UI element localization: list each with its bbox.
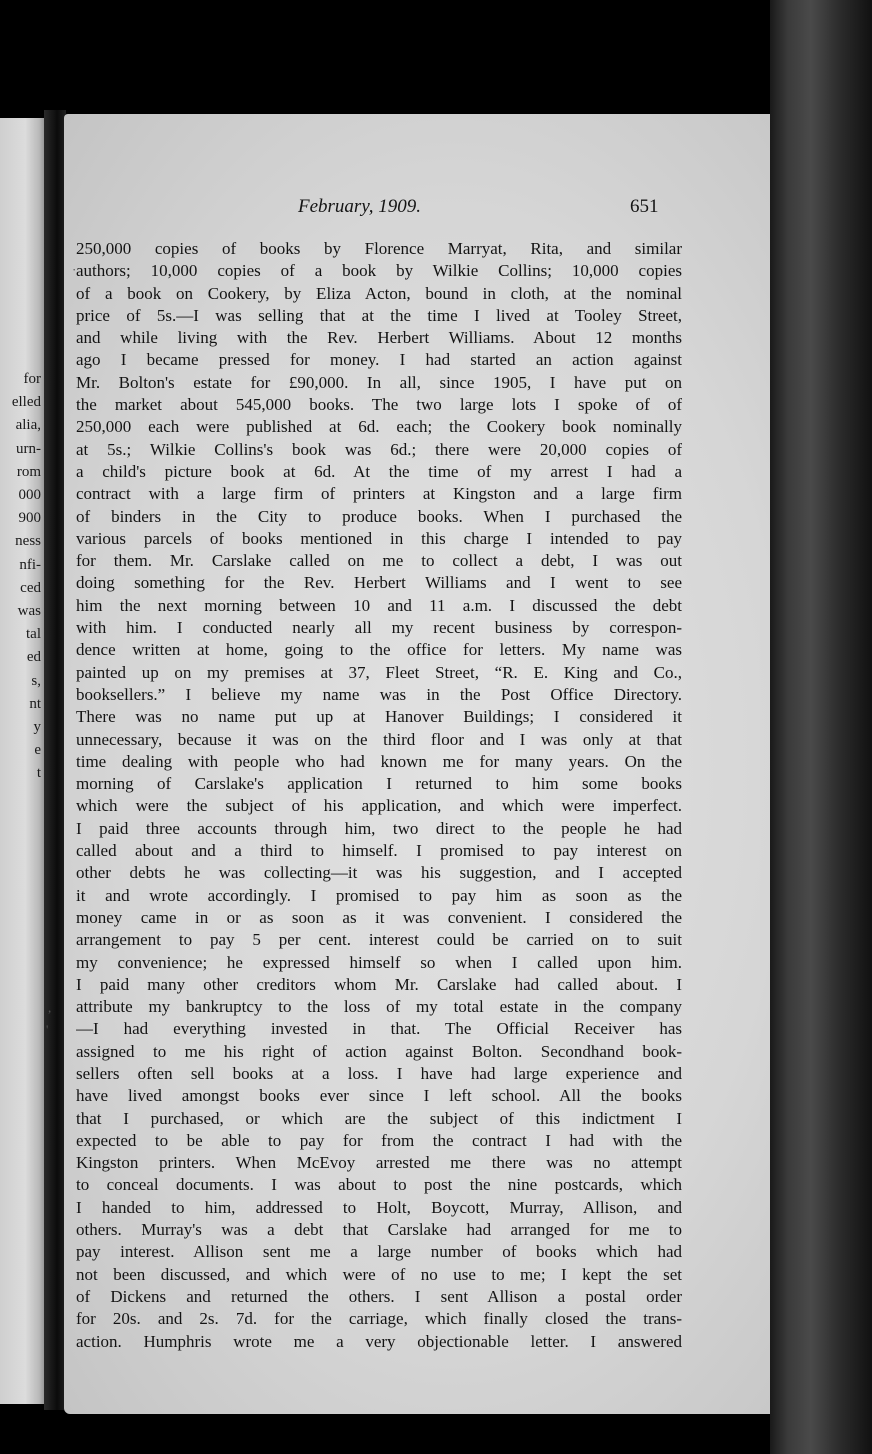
- text-line: ago I became pressed for money. I had started an action against: [76, 350, 682, 370]
- text-line: booksellers.” I believe my name was in the Post Office Directory.: [76, 684, 682, 704]
- text-line: action. Humphris wrote me a very objectionable letter. I answered: [76, 1331, 682, 1351]
- body-text: [76, 238, 682, 1353]
- text-line: and while living with the Rev. Herbert Williams. About 12 months: [76, 328, 682, 348]
- facing-page-fragment: nt: [29, 695, 41, 712]
- margin-speck: ': [46, 1022, 49, 1037]
- text-line: others. Murray's was a debt that Carslake had arranged for me to: [76, 1220, 682, 1240]
- facing-page-fragment: y: [33, 719, 41, 736]
- text-line: my convenience; he expressed himself so when I called upon him.: [76, 952, 682, 972]
- text-line: that I purchased, or which are the subject of this indictment I: [76, 1108, 682, 1128]
- text-line: assigned to me his right of action against Bolton. Secondhand book-: [76, 1041, 682, 1061]
- facing-page-fragment: ced: [20, 579, 41, 596]
- facing-page-fragment: nfi-: [19, 556, 41, 573]
- text-line: price of 5s.—I was selling that at the time I lived at Tooley Street,: [76, 305, 682, 325]
- text-line: various parcels of books mentioned in this charge I intended to pay: [76, 528, 682, 548]
- facing-page-fragment: tal: [26, 626, 41, 643]
- running-title-text: February, 1909.: [298, 196, 421, 217]
- book-gutter: [44, 110, 66, 1410]
- facing-page-edge: [0, 118, 49, 1404]
- text-line: with him. I conducted nearly all my recent business by correspon-: [76, 618, 682, 638]
- text-line: authors; 10,000 copies of a book by Wilkie Collins; 10,000 copies: [76, 261, 682, 281]
- text-line: Mr. Bolton's estate for £90,000. In all, since 1905, I have put on: [76, 372, 682, 392]
- facing-page-fragment: e: [34, 742, 41, 759]
- page-number: 651: [630, 196, 659, 217]
- facing-page-fragment: was: [17, 603, 41, 620]
- text-line: of Dickens and returned the others. I sent Allison a postal order: [76, 1286, 682, 1306]
- text-line: other debts he was collecting—it was his suggestion, and I accepted: [76, 863, 682, 883]
- text-line: doing something for the Rev. Herbert Williams and I went to see: [76, 573, 682, 593]
- text-line: at 5s.; Wilkie Collins's book was 6d.; there were 20,000 copies of: [76, 439, 682, 459]
- text-line: the market about 545,000 books. The two large lots I spoke of of: [76, 395, 682, 415]
- facing-page-fragment: urn-: [16, 440, 41, 457]
- text-line: morning of Carslake's application I returned to him some books: [76, 774, 682, 794]
- text-line: money came in or as soon as it was convenient. I considered the: [76, 907, 682, 927]
- margin-speck: ·: [72, 262, 77, 277]
- facing-page-fragment: 000: [18, 487, 41, 504]
- facing-page-fragment: elled: [11, 394, 41, 411]
- text-line: —I had everything invested in that. The Official Receiver has: [76, 1019, 682, 1039]
- facing-page-fragment: for: [23, 371, 41, 387]
- text-line: for 20s. and 2s. 7d. for the carriage, which finally closed the trans-: [76, 1309, 682, 1329]
- text-line: arrangement to pay 5 per cent. interest could be carried on to suit: [76, 930, 682, 950]
- facing-page-fragment: 900: [18, 510, 41, 527]
- margin-speck: ,: [48, 1000, 52, 1015]
- text-line: There was no name put up at Hanover Buildings; I considered it: [76, 707, 682, 727]
- text-line: not been discussed, and which were of no use to me; I kept the set: [76, 1264, 682, 1284]
- text-line: 250,000 each were published at 6d. each; the Cookery book nominally: [76, 417, 682, 437]
- text-line: to conceal documents. I was about to post the nine postcards, which: [76, 1175, 682, 1195]
- text-line: it and wrote accordingly. I promised to pay him as soon as the: [76, 885, 682, 905]
- text-line: unnecessary, because it was on the third floor and I was only at that: [76, 729, 682, 749]
- text-line: of binders in the City to produce books. When I purchased the: [76, 506, 682, 526]
- text-line: expected to be able to pay for from the contract I had with the: [76, 1130, 682, 1150]
- facing-page-fragment: s,: [31, 672, 41, 689]
- text-line: have lived amongst books ever since I left school. All the books: [76, 1086, 682, 1106]
- text-line: called about and a third to himself. I promised to pay interest on: [76, 841, 682, 861]
- text-line: for them. Mr. Carslake called on me to collect a debt, I was out: [76, 551, 682, 571]
- facing-page-fragment: ed: [26, 649, 41, 666]
- facing-page-fragment: ness: [15, 533, 41, 550]
- text-line: sellers often sell books at a loss. I have had large experience and: [76, 1063, 682, 1083]
- facing-page-text-fragments: [0, 368, 46, 786]
- facing-page-fragment: rom: [16, 463, 41, 480]
- text-line: of a book on Cookery, by Eliza Acton, bound in cloth, at the nominal: [76, 283, 682, 303]
- text-line: Kingston printers. When McEvoy arrested me there was no attempt: [76, 1153, 682, 1173]
- facing-page-fragment: t: [36, 765, 41, 782]
- facing-page-fragment: alia,: [15, 417, 41, 434]
- text-line: which were the subject of his application, and which were imperfect.: [76, 796, 682, 816]
- text-line: a child's picture book at 6d. At the time of my arrest I had a: [76, 461, 682, 481]
- text-line: pay interest. Allison sent me a large number of books which had: [76, 1242, 682, 1262]
- text-line: I paid many other creditors whom Mr. Carslake had called about. I: [76, 974, 682, 994]
- text-line: painted up on my premises at 37, Fleet Street, “R. E. King and Co.,: [76, 662, 682, 682]
- text-line: contract with a large firm of printers at Kingston and a large firm: [76, 484, 682, 504]
- text-line: attribute my bankruptcy to the loss of my total estate in the company: [76, 997, 682, 1017]
- scan-background-edge: [770, 0, 872, 1454]
- text-line: I paid three accounts through him, two direct to the people he had: [76, 818, 682, 838]
- text-line: him the next morning between 10 and 11 a.m. I discussed the debt: [76, 595, 682, 615]
- text-line: 250,000 copies of books by Florence Marryat, Rita, and similar: [76, 239, 682, 258]
- text-line: time dealing with people who had known me for many years. On the: [76, 751, 682, 771]
- page-header: [64, 196, 772, 226]
- text-line: dence written at home, going to the office for letters. My name was: [76, 640, 682, 660]
- text-line: I handed to him, addressed to Holt, Boycott, Murray, Allison, and: [76, 1197, 682, 1217]
- running-title: [298, 196, 421, 218]
